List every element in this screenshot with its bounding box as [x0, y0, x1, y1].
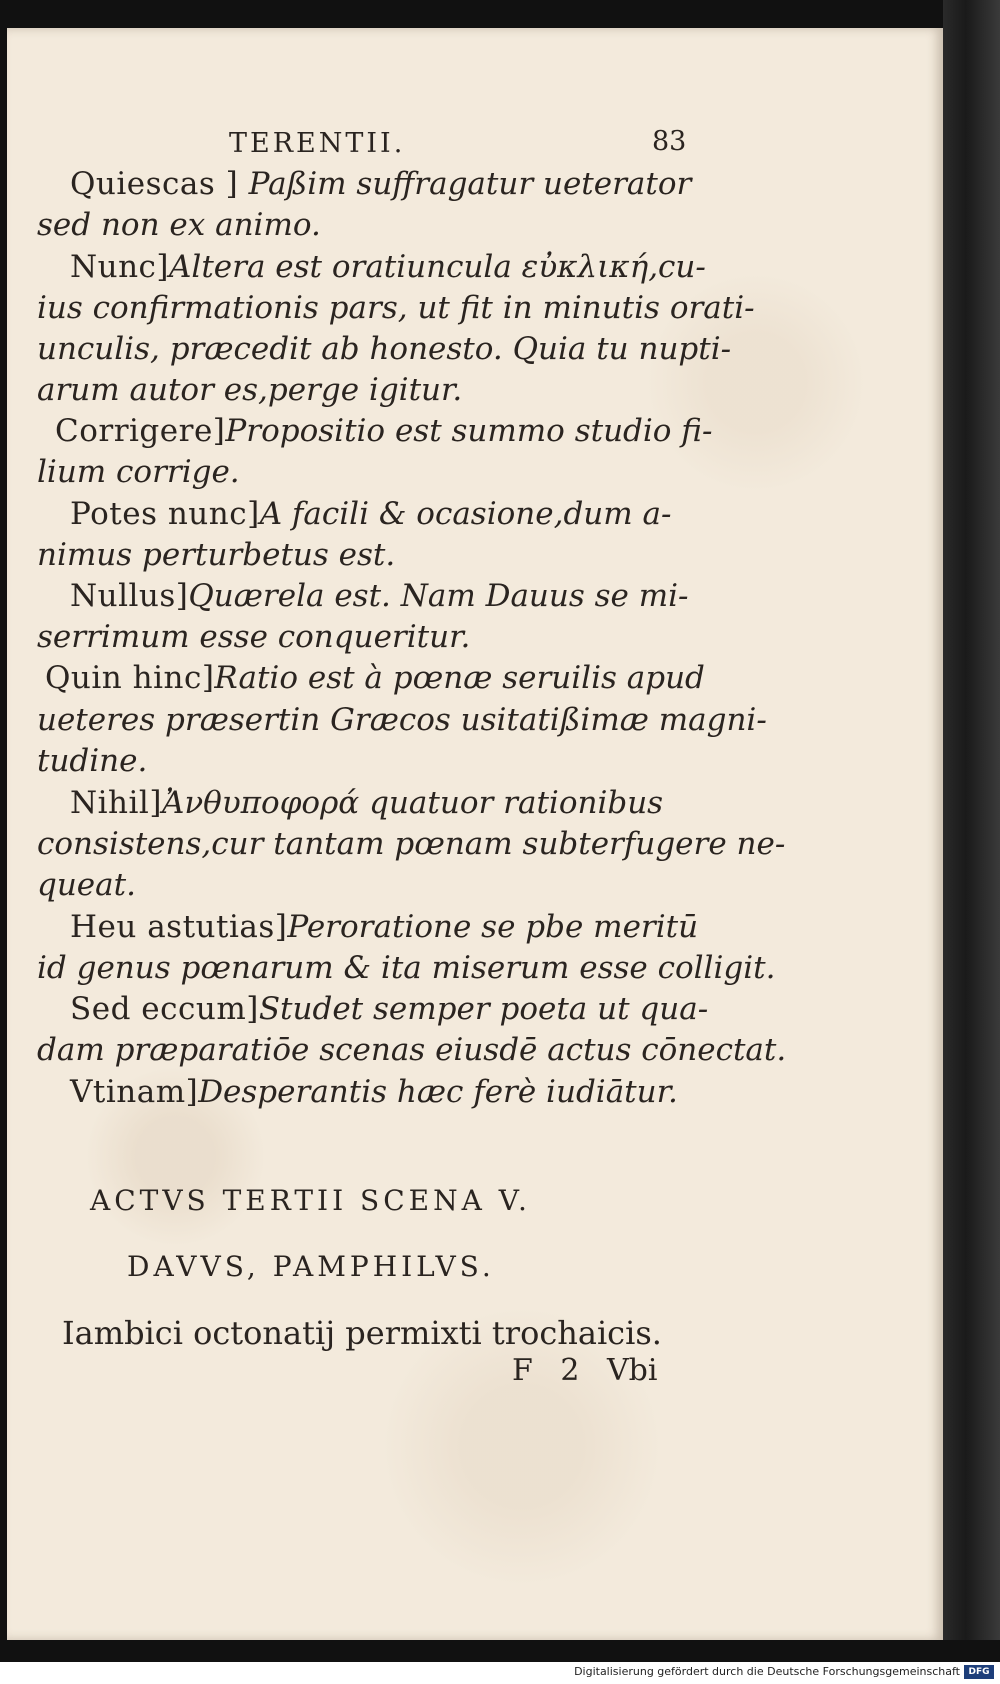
text-line — [55, 413, 715, 449]
lemma: Nihil] — [70, 785, 162, 821]
catchword-text: Vbi — [607, 1353, 658, 1388]
lemma: Nunc] — [70, 249, 170, 285]
text-line — [37, 290, 755, 326]
signature-mark: F 2 — [512, 1353, 580, 1388]
gloss: Ratio est à pœnæ seruilis apud — [214, 660, 705, 696]
text-line — [45, 660, 705, 696]
book-edge — [943, 0, 1000, 1640]
gloss: serrimum esse conqueritur. — [37, 619, 471, 655]
text-line — [37, 331, 732, 367]
lemma: Corrigere] — [55, 413, 226, 449]
gloss: Propositio est summo studio fi- — [225, 413, 713, 449]
text-line — [37, 826, 786, 862]
gloss: Peroratione se pbe meritū — [287, 909, 699, 945]
funding-credit: Digitalisierung gefördert durch die Deutsche Forschungsgemeinschaft — [574, 1665, 960, 1678]
dfg-logo: DFG — [964, 1665, 994, 1679]
text-line — [37, 619, 697, 655]
text-line — [70, 1074, 730, 1110]
text-line — [70, 909, 730, 945]
catchword — [512, 1353, 657, 1388]
text-line — [37, 743, 697, 779]
lemma: Heu astutias] — [70, 909, 288, 945]
text-line — [70, 496, 730, 532]
text-line — [70, 166, 730, 202]
text-line — [37, 454, 697, 490]
text-line — [70, 991, 730, 1027]
act-heading: ACTVS TERTII SCENA V. — [90, 1184, 531, 1217]
dramatis-personae: DAVVS, PAMPHILVS. — [127, 1250, 495, 1283]
gloss: id genus pœnarum & ita miserum esse colligit. — [37, 950, 776, 986]
text-line — [37, 372, 697, 408]
gloss: queat. — [37, 867, 136, 903]
meter-note: Iambici octonatij permixti trochaicis. — [62, 1314, 662, 1352]
gloss: A facili & ocasione,dum a- — [259, 496, 672, 532]
gloss: dam præparatiōe scenas eiusdē actus cōnectat. — [37, 1032, 787, 1068]
book-page — [7, 28, 943, 1640]
text-line — [37, 867, 697, 903]
gloss: Quærela est. Nam Dauus se mi- — [188, 578, 689, 614]
text-line — [70, 578, 730, 614]
gloss: tudine. — [37, 743, 148, 779]
lemma: Vtinam] — [70, 1074, 199, 1110]
gloss: nimus perturbetus est. — [37, 537, 396, 573]
gloss: Ἀνθυποφορά quatuor rationibus — [161, 785, 664, 821]
gloss: unculis, præcedit ab honesto. Quia tu nupti- — [37, 331, 732, 367]
text-line — [37, 702, 767, 738]
gloss: ueteres præsertin Græcos usitatißimæ magni- — [37, 702, 767, 738]
lemma: Quiescas ] — [70, 166, 249, 202]
page-number: 83 — [652, 126, 687, 157]
text-line — [70, 249, 730, 285]
gloss: ius confirmationis pars, ut fit in minutis orati- — [37, 290, 755, 326]
text-line — [70, 785, 730, 821]
lemma: Quin hinc] — [45, 660, 215, 696]
gloss: Studet semper poeta ut qua- — [258, 991, 709, 1027]
gloss: Paßim suffragatur ueterator — [248, 166, 692, 202]
lemma: Potes nunc] — [70, 496, 260, 532]
gloss: Desperantis hæc ferè iudiātur. — [198, 1074, 678, 1110]
gloss: lium corrige. — [37, 454, 240, 490]
running-title: TERENTII. — [229, 128, 406, 159]
gloss: consistens,cur tantam pœnam subterfugere ne- — [37, 826, 786, 862]
lemma: Nullus] — [70, 578, 189, 614]
gloss: sed non ex animo. — [37, 207, 321, 243]
text-line — [37, 1032, 787, 1068]
text-line — [37, 207, 697, 243]
gloss: Altera est oratiuncula εὐκλική,cu- — [169, 249, 706, 285]
lemma: Sed eccum] — [70, 991, 259, 1027]
text-line — [37, 537, 697, 573]
text-line — [37, 950, 776, 986]
gloss: arum autor es,perge igitur. — [37, 372, 463, 408]
